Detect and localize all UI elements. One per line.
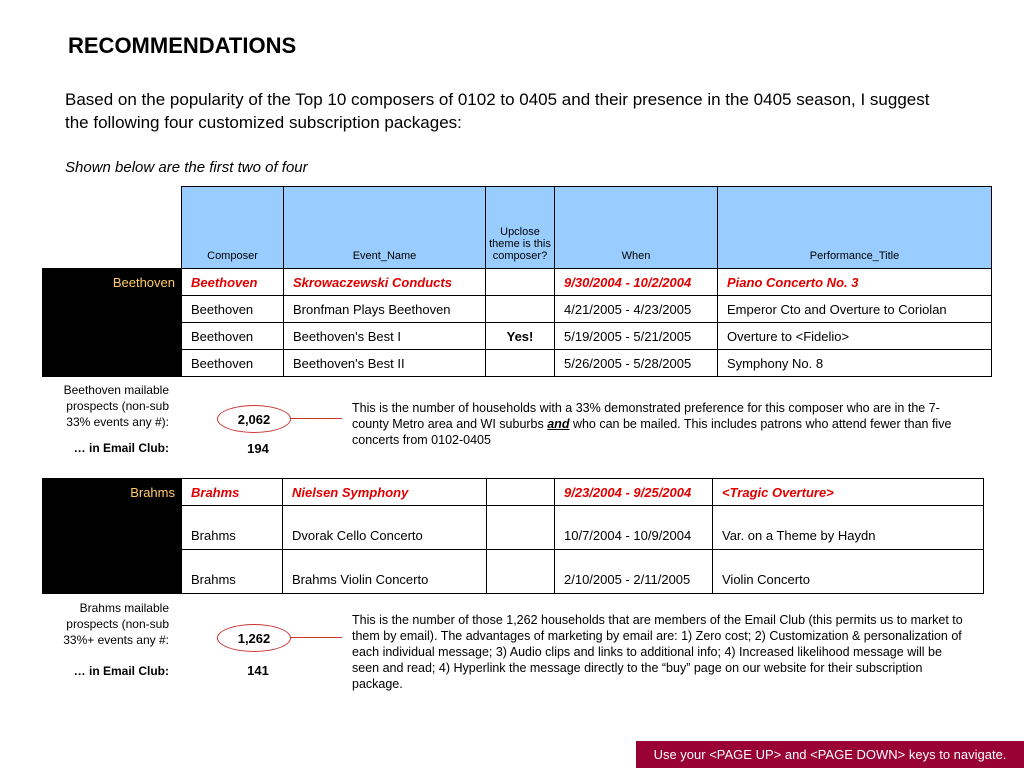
cell-event: Dvorak Cello Concerto xyxy=(283,506,487,550)
cell-upclose xyxy=(487,479,555,506)
cell-composer: Brahms xyxy=(182,506,283,550)
cell-composer: Beethoven xyxy=(182,350,284,377)
cell-composer: Brahms xyxy=(182,550,283,594)
cell-when: 2/10/2005 - 2/11/2005 xyxy=(555,550,713,594)
table-row xyxy=(43,550,984,594)
header-event-name: Event_Name xyxy=(284,187,486,269)
table-row xyxy=(43,506,984,550)
cell-when: 4/21/2005 - 4/23/2005 xyxy=(555,296,718,323)
cell-title: Overture to <Fidelio> xyxy=(718,323,992,350)
beethoven-note-pre: This is the number of households with a 33% demonstrated preference for this composer who are in the 7-county Metro area and WI suburbs xyxy=(352,401,940,431)
table-row xyxy=(43,296,992,323)
cell-title: Emperor Cto and Overture to Coriolan xyxy=(718,296,992,323)
cell-upclose xyxy=(487,506,555,550)
brahms-table xyxy=(42,478,984,594)
navigation-hint: Use your <PAGE UP> and <PAGE DOWN> keys to navigate. xyxy=(636,741,1024,768)
cell-composer: Beethoven xyxy=(182,323,284,350)
row-label-blank xyxy=(43,296,182,323)
cell-composer: Brahms xyxy=(182,479,283,506)
header-performance-title: Performance_Title xyxy=(718,187,992,269)
page-title: RECOMMENDATIONS xyxy=(68,33,297,58)
cell-when: 5/19/2005 - 5/21/2005 xyxy=(555,323,718,350)
header-composer: Composer xyxy=(182,187,284,269)
cell-when: 10/7/2004 - 10/9/2004 xyxy=(555,506,713,550)
cell-title: <Tragic Overture> xyxy=(713,479,984,506)
brahms-email-count: 141 xyxy=(247,663,269,678)
cell-composer: Beethoven xyxy=(182,296,284,323)
cell-upclose xyxy=(487,550,555,594)
cell-upclose xyxy=(486,296,555,323)
brahms-note: This is the number of those 1,262 households that are members of the Email Club (this permits us to market to them by email). The advantages of marketing by email are: 1) Zero cost; 2) Customization & personalization of each individual message; 3) Audio clips and links to additional info; 4) Increased likelihood message will be seen and read; 4) Hyperlink the message directly to the “buy” page on our website for their subscription package. xyxy=(352,613,963,691)
header-blank xyxy=(43,187,182,269)
beethoven-table xyxy=(42,186,992,377)
intro-paragraph: Based on the popularity of the Top 10 composers of 0102 to 0405 and their presence in the 0405 season, I suggest the following four customized subscription packages: xyxy=(65,90,930,132)
cell-event: Beethoven's Best II xyxy=(284,350,486,377)
cell-title: Piano Concerto No. 3 xyxy=(718,269,992,296)
beethoven-note-emph: and xyxy=(547,417,570,431)
beethoven-email-count: 194 xyxy=(247,441,269,456)
beethoven-mailable-count: 2,062 xyxy=(217,405,291,433)
cell-event: Skrowaczewski Conducts xyxy=(284,269,486,296)
cell-when: 9/30/2004 - 10/2/2004 xyxy=(555,269,718,296)
cell-event: Nielsen Symphony xyxy=(283,479,487,506)
table-row xyxy=(43,350,992,377)
cell-title: Violin Concerto xyxy=(713,550,984,594)
cell-when: 9/23/2004 - 9/25/2004 xyxy=(555,479,713,506)
header-when: When xyxy=(555,187,718,269)
header-upclose: Upclose theme is this composer? xyxy=(486,187,555,269)
row-label-beethoven: Beethoven xyxy=(43,269,182,296)
cell-event: Beethoven's Best I xyxy=(284,323,486,350)
beethoven-note-post: who can be mailed. This includes patrons who attend fewer than five concerts from 0102-0405 xyxy=(352,417,952,447)
cell-composer: Beethoven xyxy=(182,269,284,296)
brahms-mailable-label: Brahms mailable prospects (non-sub 33%+ events any #: xyxy=(63,601,169,647)
cell-when: 5/26/2005 - 5/28/2005 xyxy=(555,350,718,377)
beethoven-mailable-label: Beethoven mailable prospects (non-sub 33% events any #): xyxy=(63,383,169,429)
connector-line xyxy=(290,637,342,638)
subnote: Shown below are the first two of four xyxy=(65,159,308,176)
cell-upclose xyxy=(486,350,555,377)
beethoven-note xyxy=(352,400,972,448)
row-label-blank xyxy=(43,550,182,594)
cell-upclose xyxy=(486,269,555,296)
row-label-blank xyxy=(43,506,182,550)
row-label-brahms: Brahms xyxy=(43,479,182,506)
cell-title: Var. on a Theme by Haydn xyxy=(713,506,984,550)
table-row xyxy=(43,479,984,506)
table-row xyxy=(43,269,992,296)
row-label-blank xyxy=(43,323,182,350)
beethoven-email-label: … in Email Club: xyxy=(73,441,169,455)
cell-title: Symphony No. 8 xyxy=(718,350,992,377)
connector-line xyxy=(290,418,342,419)
table-row xyxy=(43,323,992,350)
row-label-blank xyxy=(43,350,182,377)
cell-event: Bronfman Plays Beethoven xyxy=(284,296,486,323)
cell-event: Brahms Violin Concerto xyxy=(283,550,487,594)
brahms-mailable-count: 1,262 xyxy=(217,624,291,652)
cell-upclose: Yes! xyxy=(486,323,555,350)
brahms-email-label: … in Email Club: xyxy=(73,664,169,678)
